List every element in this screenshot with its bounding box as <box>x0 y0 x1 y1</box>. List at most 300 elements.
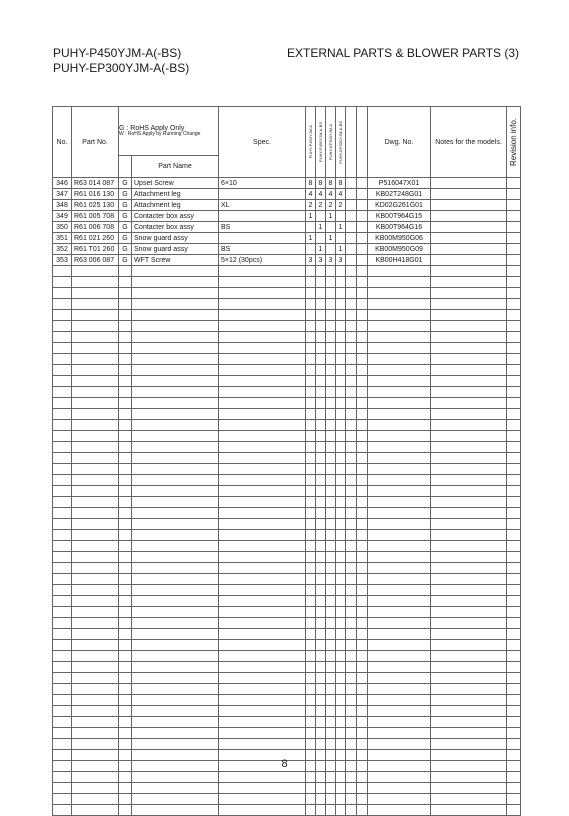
cell-rohs: G <box>119 189 132 200</box>
cell-qty-4 <box>336 464 346 475</box>
cell-qty-4: 8 <box>336 178 346 189</box>
cell-notes <box>431 244 507 255</box>
cell-notes <box>431 222 507 233</box>
cell-part-no <box>72 739 119 750</box>
empty-row <box>53 563 521 574</box>
cell-qty-4: 4 <box>336 189 346 200</box>
cell-blank-1 <box>346 387 357 398</box>
col-header-revision <box>507 107 521 178</box>
cell-part-no <box>72 519 119 530</box>
cell-qty-4: 3 <box>336 255 346 266</box>
cell-spec <box>219 673 306 684</box>
cell-qty-2 <box>316 387 326 398</box>
cell-qty-3 <box>326 222 336 233</box>
cell-part-no <box>72 453 119 464</box>
cell-qty-1 <box>306 563 316 574</box>
cell-part-no: R61 005 708 <box>72 211 119 222</box>
cell-rohs <box>119 409 132 420</box>
cell-dwg-no: KB02T248G01 <box>368 189 431 200</box>
cell-notes <box>431 574 507 585</box>
cell-revision <box>507 420 521 431</box>
cell-part-no <box>72 475 119 486</box>
cell-revision <box>507 706 521 717</box>
cell-blank-2 <box>357 178 368 189</box>
empty-row <box>53 629 521 640</box>
cell-notes <box>431 596 507 607</box>
cell-qty-2: 8 <box>316 178 326 189</box>
cell-dwg-no <box>368 607 431 618</box>
cell-part-name <box>132 552 219 563</box>
cell-dwg-no <box>368 332 431 343</box>
cell-spec <box>219 321 306 332</box>
cell-qty-4 <box>336 684 346 695</box>
cell-qty-1 <box>306 706 316 717</box>
cell-part-no <box>72 420 119 431</box>
cell-rohs <box>119 332 132 343</box>
cell-qty-4 <box>336 277 346 288</box>
cell-blank-1 <box>346 728 357 739</box>
cell-dwg-no <box>368 739 431 750</box>
cell-no <box>53 563 72 574</box>
cell-qty-1 <box>306 497 316 508</box>
cell-revision <box>507 332 521 343</box>
cell-no <box>53 596 72 607</box>
cell-dwg-no <box>368 629 431 640</box>
cell-part-name <box>132 783 219 794</box>
empty-row <box>53 519 521 530</box>
cell-part-no <box>72 431 119 442</box>
col-header-rohs <box>119 156 132 178</box>
cell-spec: 5×12 (30pcs) <box>219 255 306 266</box>
cell-blank-1 <box>346 354 357 365</box>
cell-blank-1 <box>346 794 357 805</box>
cell-notes <box>431 618 507 629</box>
cell-spec <box>219 541 306 552</box>
cell-notes <box>431 486 507 497</box>
cell-spec <box>219 552 306 563</box>
cell-qty-1 <box>306 343 316 354</box>
cell-notes <box>431 508 507 519</box>
cell-qty-2 <box>316 431 326 442</box>
cell-notes <box>431 475 507 486</box>
cell-part-no <box>72 530 119 541</box>
cell-qty-1 <box>306 354 316 365</box>
empty-row <box>53 618 521 629</box>
cell-qty-4: 2 <box>336 200 346 211</box>
cell-notes <box>431 673 507 684</box>
cell-blank-2 <box>357 464 368 475</box>
cell-revision <box>507 530 521 541</box>
cell-notes <box>431 453 507 464</box>
cell-dwg-no <box>368 574 431 585</box>
cell-no <box>53 805 72 816</box>
cell-no <box>53 651 72 662</box>
cell-qty-3 <box>326 464 336 475</box>
cell-part-no <box>72 728 119 739</box>
cell-qty-4 <box>336 266 346 277</box>
cell-dwg-no <box>368 321 431 332</box>
cell-part-name <box>132 805 219 816</box>
cell-qty-4 <box>336 486 346 497</box>
cell-blank-1 <box>346 497 357 508</box>
cell-qty-2 <box>316 332 326 343</box>
cell-notes <box>431 497 507 508</box>
cell-rohs <box>119 497 132 508</box>
cell-blank-1 <box>346 783 357 794</box>
cell-rohs <box>119 343 132 354</box>
cell-rohs <box>119 574 132 585</box>
cell-dwg-no <box>368 354 431 365</box>
cell-blank-2 <box>357 431 368 442</box>
cell-rohs <box>119 794 132 805</box>
cell-qty-3 <box>326 739 336 750</box>
cell-blank-2 <box>357 530 368 541</box>
cell-blank-2 <box>357 519 368 530</box>
cell-part-name <box>132 717 219 728</box>
cell-spec <box>219 508 306 519</box>
cell-blank-2 <box>357 475 368 486</box>
cell-revision <box>507 651 521 662</box>
cell-spec <box>219 310 306 321</box>
cell-part-name: Upset Screw <box>132 178 219 189</box>
cell-blank-2 <box>357 541 368 552</box>
cell-part-name <box>132 431 219 442</box>
empty-row <box>53 794 521 805</box>
cell-rohs: G <box>119 211 132 222</box>
cell-qty-3 <box>326 332 336 343</box>
cell-qty-3 <box>326 552 336 563</box>
cell-qty-3 <box>326 640 336 651</box>
cell-revision <box>507 486 521 497</box>
cell-no <box>53 519 72 530</box>
cell-notes <box>431 398 507 409</box>
cell-no <box>53 530 72 541</box>
cell-spec <box>219 398 306 409</box>
cell-part-name <box>132 706 219 717</box>
cell-qty-3 <box>326 651 336 662</box>
cell-spec <box>219 662 306 673</box>
col-header-model-3 <box>326 107 336 178</box>
cell-notes <box>431 321 507 332</box>
cell-notes <box>431 651 507 662</box>
cell-blank-2 <box>357 508 368 519</box>
cell-rohs <box>119 398 132 409</box>
col-header-notes: Notes for the models. <box>431 107 507 178</box>
cell-qty-2 <box>316 662 326 673</box>
cell-qty-2: 2 <box>316 200 326 211</box>
cell-no: 351 <box>53 233 72 244</box>
cell-revision <box>507 739 521 750</box>
cell-qty-2 <box>316 398 326 409</box>
cell-qty-1 <box>306 574 316 585</box>
cell-blank-2 <box>357 706 368 717</box>
cell-no <box>53 695 72 706</box>
empty-row <box>53 772 521 783</box>
cell-qty-3 <box>326 618 336 629</box>
cell-qty-3 <box>326 288 336 299</box>
empty-row <box>53 409 521 420</box>
cell-qty-4 <box>336 288 346 299</box>
cell-blank-1 <box>346 541 357 552</box>
cell-notes <box>431 717 507 728</box>
cell-blank-2 <box>357 662 368 673</box>
cell-dwg-no: KB00T964G16 <box>368 222 431 233</box>
cell-blank-2 <box>357 266 368 277</box>
cell-dwg-no <box>368 387 431 398</box>
col-header-part-name: Part Name <box>132 156 219 178</box>
cell-qty-3 <box>326 398 336 409</box>
cell-qty-2 <box>316 596 326 607</box>
cell-no: 347 <box>53 189 72 200</box>
cell-no <box>53 673 72 684</box>
empty-row <box>53 299 521 310</box>
cell-rohs <box>119 530 132 541</box>
cell-qty-3 <box>326 497 336 508</box>
cell-spec <box>219 585 306 596</box>
cell-qty-2 <box>316 794 326 805</box>
cell-blank-2 <box>357 365 368 376</box>
cell-part-name <box>132 662 219 673</box>
cell-spec <box>219 805 306 816</box>
cell-blank-2 <box>357 288 368 299</box>
cell-qty-1 <box>306 519 316 530</box>
cell-revision <box>507 596 521 607</box>
cell-blank-1 <box>346 376 357 387</box>
cell-notes <box>431 409 507 420</box>
cell-no <box>53 508 72 519</box>
cell-part-no <box>72 486 119 497</box>
cell-qty-3 <box>326 684 336 695</box>
cell-part-no: R63 014 087 <box>72 178 119 189</box>
cell-notes <box>431 431 507 442</box>
cell-dwg-no: P516047X01 <box>368 178 431 189</box>
cell-part-name <box>132 585 219 596</box>
cell-blank-1 <box>346 464 357 475</box>
cell-qty-2 <box>316 739 326 750</box>
cell-qty-3 <box>326 266 336 277</box>
cell-no <box>53 277 72 288</box>
cell-blank-2 <box>357 321 368 332</box>
cell-qty-2 <box>316 519 326 530</box>
cell-dwg-no <box>368 772 431 783</box>
cell-qty-2: 1 <box>316 222 326 233</box>
cell-revision <box>507 200 521 211</box>
empty-row <box>53 453 521 464</box>
empty-row <box>53 651 521 662</box>
cell-qty-1 <box>306 222 316 233</box>
cell-part-name <box>132 794 219 805</box>
cell-notes <box>431 805 507 816</box>
col-header-dwg-no: Dwg. No. <box>368 107 431 178</box>
table-row <box>53 211 521 222</box>
cell-notes <box>431 728 507 739</box>
cell-dwg-no <box>368 640 431 651</box>
cell-revision <box>507 662 521 673</box>
cell-qty-4: 1 <box>336 244 346 255</box>
table-row <box>53 244 521 255</box>
cell-revision <box>507 354 521 365</box>
cell-blank-2 <box>357 783 368 794</box>
empty-row <box>53 310 521 321</box>
cell-part-name <box>132 343 219 354</box>
empty-row <box>53 574 521 585</box>
cell-qty-1 <box>306 486 316 497</box>
cell-rohs <box>119 299 132 310</box>
cell-part-name <box>132 530 219 541</box>
cell-qty-2 <box>316 299 326 310</box>
cell-part-name <box>132 321 219 332</box>
cell-part-no: R63 006 087 <box>72 255 119 266</box>
cell-notes <box>431 585 507 596</box>
col-header-part-no: Part No. <box>72 107 119 178</box>
cell-blank-2 <box>357 739 368 750</box>
cell-blank-1 <box>346 211 357 222</box>
cell-rohs <box>119 288 132 299</box>
cell-part-name <box>132 288 219 299</box>
cell-part-name: Attachment leg <box>132 200 219 211</box>
cell-blank-2 <box>357 794 368 805</box>
cell-dwg-no <box>368 695 431 706</box>
cell-part-no <box>72 794 119 805</box>
cell-part-no <box>72 585 119 596</box>
cell-rohs <box>119 629 132 640</box>
cell-qty-2 <box>316 211 326 222</box>
cell-rohs: G <box>119 244 132 255</box>
cell-revision <box>507 728 521 739</box>
cell-qty-4 <box>336 585 346 596</box>
cell-part-name <box>132 497 219 508</box>
cell-qty-3 <box>326 387 336 398</box>
cell-no <box>53 431 72 442</box>
cell-revision <box>507 365 521 376</box>
cell-part-name <box>132 541 219 552</box>
cell-blank-1 <box>346 343 357 354</box>
cell-qty-1 <box>306 607 316 618</box>
cell-spec <box>219 409 306 420</box>
cell-part-no <box>72 442 119 453</box>
cell-qty-3 <box>326 541 336 552</box>
cell-spec <box>219 354 306 365</box>
cell-blank-1 <box>346 222 357 233</box>
cell-qty-3 <box>326 662 336 673</box>
cell-qty-4 <box>336 629 346 640</box>
cell-rohs <box>119 453 132 464</box>
table-row <box>53 189 521 200</box>
cell-qty-2 <box>316 453 326 464</box>
cell-no <box>53 783 72 794</box>
cell-qty-3 <box>326 530 336 541</box>
cell-part-no <box>72 398 119 409</box>
cell-qty-4 <box>336 475 346 486</box>
cell-qty-4 <box>336 497 346 508</box>
cell-qty-4 <box>336 299 346 310</box>
cell-qty-1 <box>306 365 316 376</box>
cell-no <box>53 475 72 486</box>
empty-row <box>53 464 521 475</box>
cell-blank-1 <box>346 563 357 574</box>
cell-rohs <box>119 277 132 288</box>
cell-qty-2 <box>316 717 326 728</box>
cell-qty-1 <box>306 530 316 541</box>
cell-qty-1 <box>306 739 316 750</box>
cell-qty-3 <box>326 607 336 618</box>
cell-no <box>53 640 72 651</box>
empty-row <box>53 530 521 541</box>
cell-qty-1 <box>306 420 316 431</box>
cell-blank-2 <box>357 629 368 640</box>
cell-qty-4 <box>336 409 346 420</box>
cell-spec <box>219 640 306 651</box>
cell-dwg-no: KB00M950G09 <box>368 244 431 255</box>
cell-rohs <box>119 728 132 739</box>
cell-part-name <box>132 607 219 618</box>
cell-blank-2 <box>357 640 368 651</box>
cell-qty-2 <box>316 618 326 629</box>
cell-qty-2 <box>316 585 326 596</box>
cell-dwg-no <box>368 431 431 442</box>
cell-qty-4 <box>336 530 346 541</box>
cell-part-no <box>72 464 119 475</box>
cell-qty-2 <box>316 783 326 794</box>
cell-notes <box>431 519 507 530</box>
cell-qty-1 <box>306 695 316 706</box>
cell-notes <box>431 464 507 475</box>
cell-qty-2 <box>316 552 326 563</box>
cell-revision <box>507 431 521 442</box>
cell-qty-1 <box>306 376 316 387</box>
cell-notes <box>431 706 507 717</box>
cell-qty-3 <box>326 794 336 805</box>
cell-spec <box>219 629 306 640</box>
cell-qty-3 <box>326 629 336 640</box>
cell-qty-4 <box>336 321 346 332</box>
cell-blank-2 <box>357 211 368 222</box>
cell-no <box>53 409 72 420</box>
cell-dwg-no <box>368 420 431 431</box>
cell-part-name: Snow guard assy <box>132 244 219 255</box>
model-col-label-4: PUHY-EP300YJM-A-BS <box>337 120 343 164</box>
cell-blank-2 <box>357 222 368 233</box>
cell-revision <box>507 233 521 244</box>
cell-revision <box>507 387 521 398</box>
cell-blank-1 <box>346 629 357 640</box>
cell-part-no <box>72 310 119 321</box>
cell-part-no <box>72 376 119 387</box>
col-header-blank-1 <box>346 107 357 178</box>
cell-notes <box>431 387 507 398</box>
cell-part-name <box>132 772 219 783</box>
cell-part-no <box>72 695 119 706</box>
cell-qty-1 <box>306 596 316 607</box>
empty-row <box>53 277 521 288</box>
cell-dwg-no <box>368 266 431 277</box>
cell-spec <box>219 442 306 453</box>
cell-revision <box>507 376 521 387</box>
cell-dwg-no <box>368 585 431 596</box>
cell-revision <box>507 222 521 233</box>
cell-revision <box>507 321 521 332</box>
cell-blank-2 <box>357 486 368 497</box>
cell-notes <box>431 365 507 376</box>
cell-dwg-no: KB00M950G06 <box>368 233 431 244</box>
cell-rohs <box>119 486 132 497</box>
cell-blank-1 <box>346 178 357 189</box>
cell-qty-3: 3 <box>326 255 336 266</box>
cell-no <box>53 332 72 343</box>
cell-rohs <box>119 464 132 475</box>
cell-qty-3: 4 <box>326 189 336 200</box>
cell-qty-1 <box>306 409 316 420</box>
